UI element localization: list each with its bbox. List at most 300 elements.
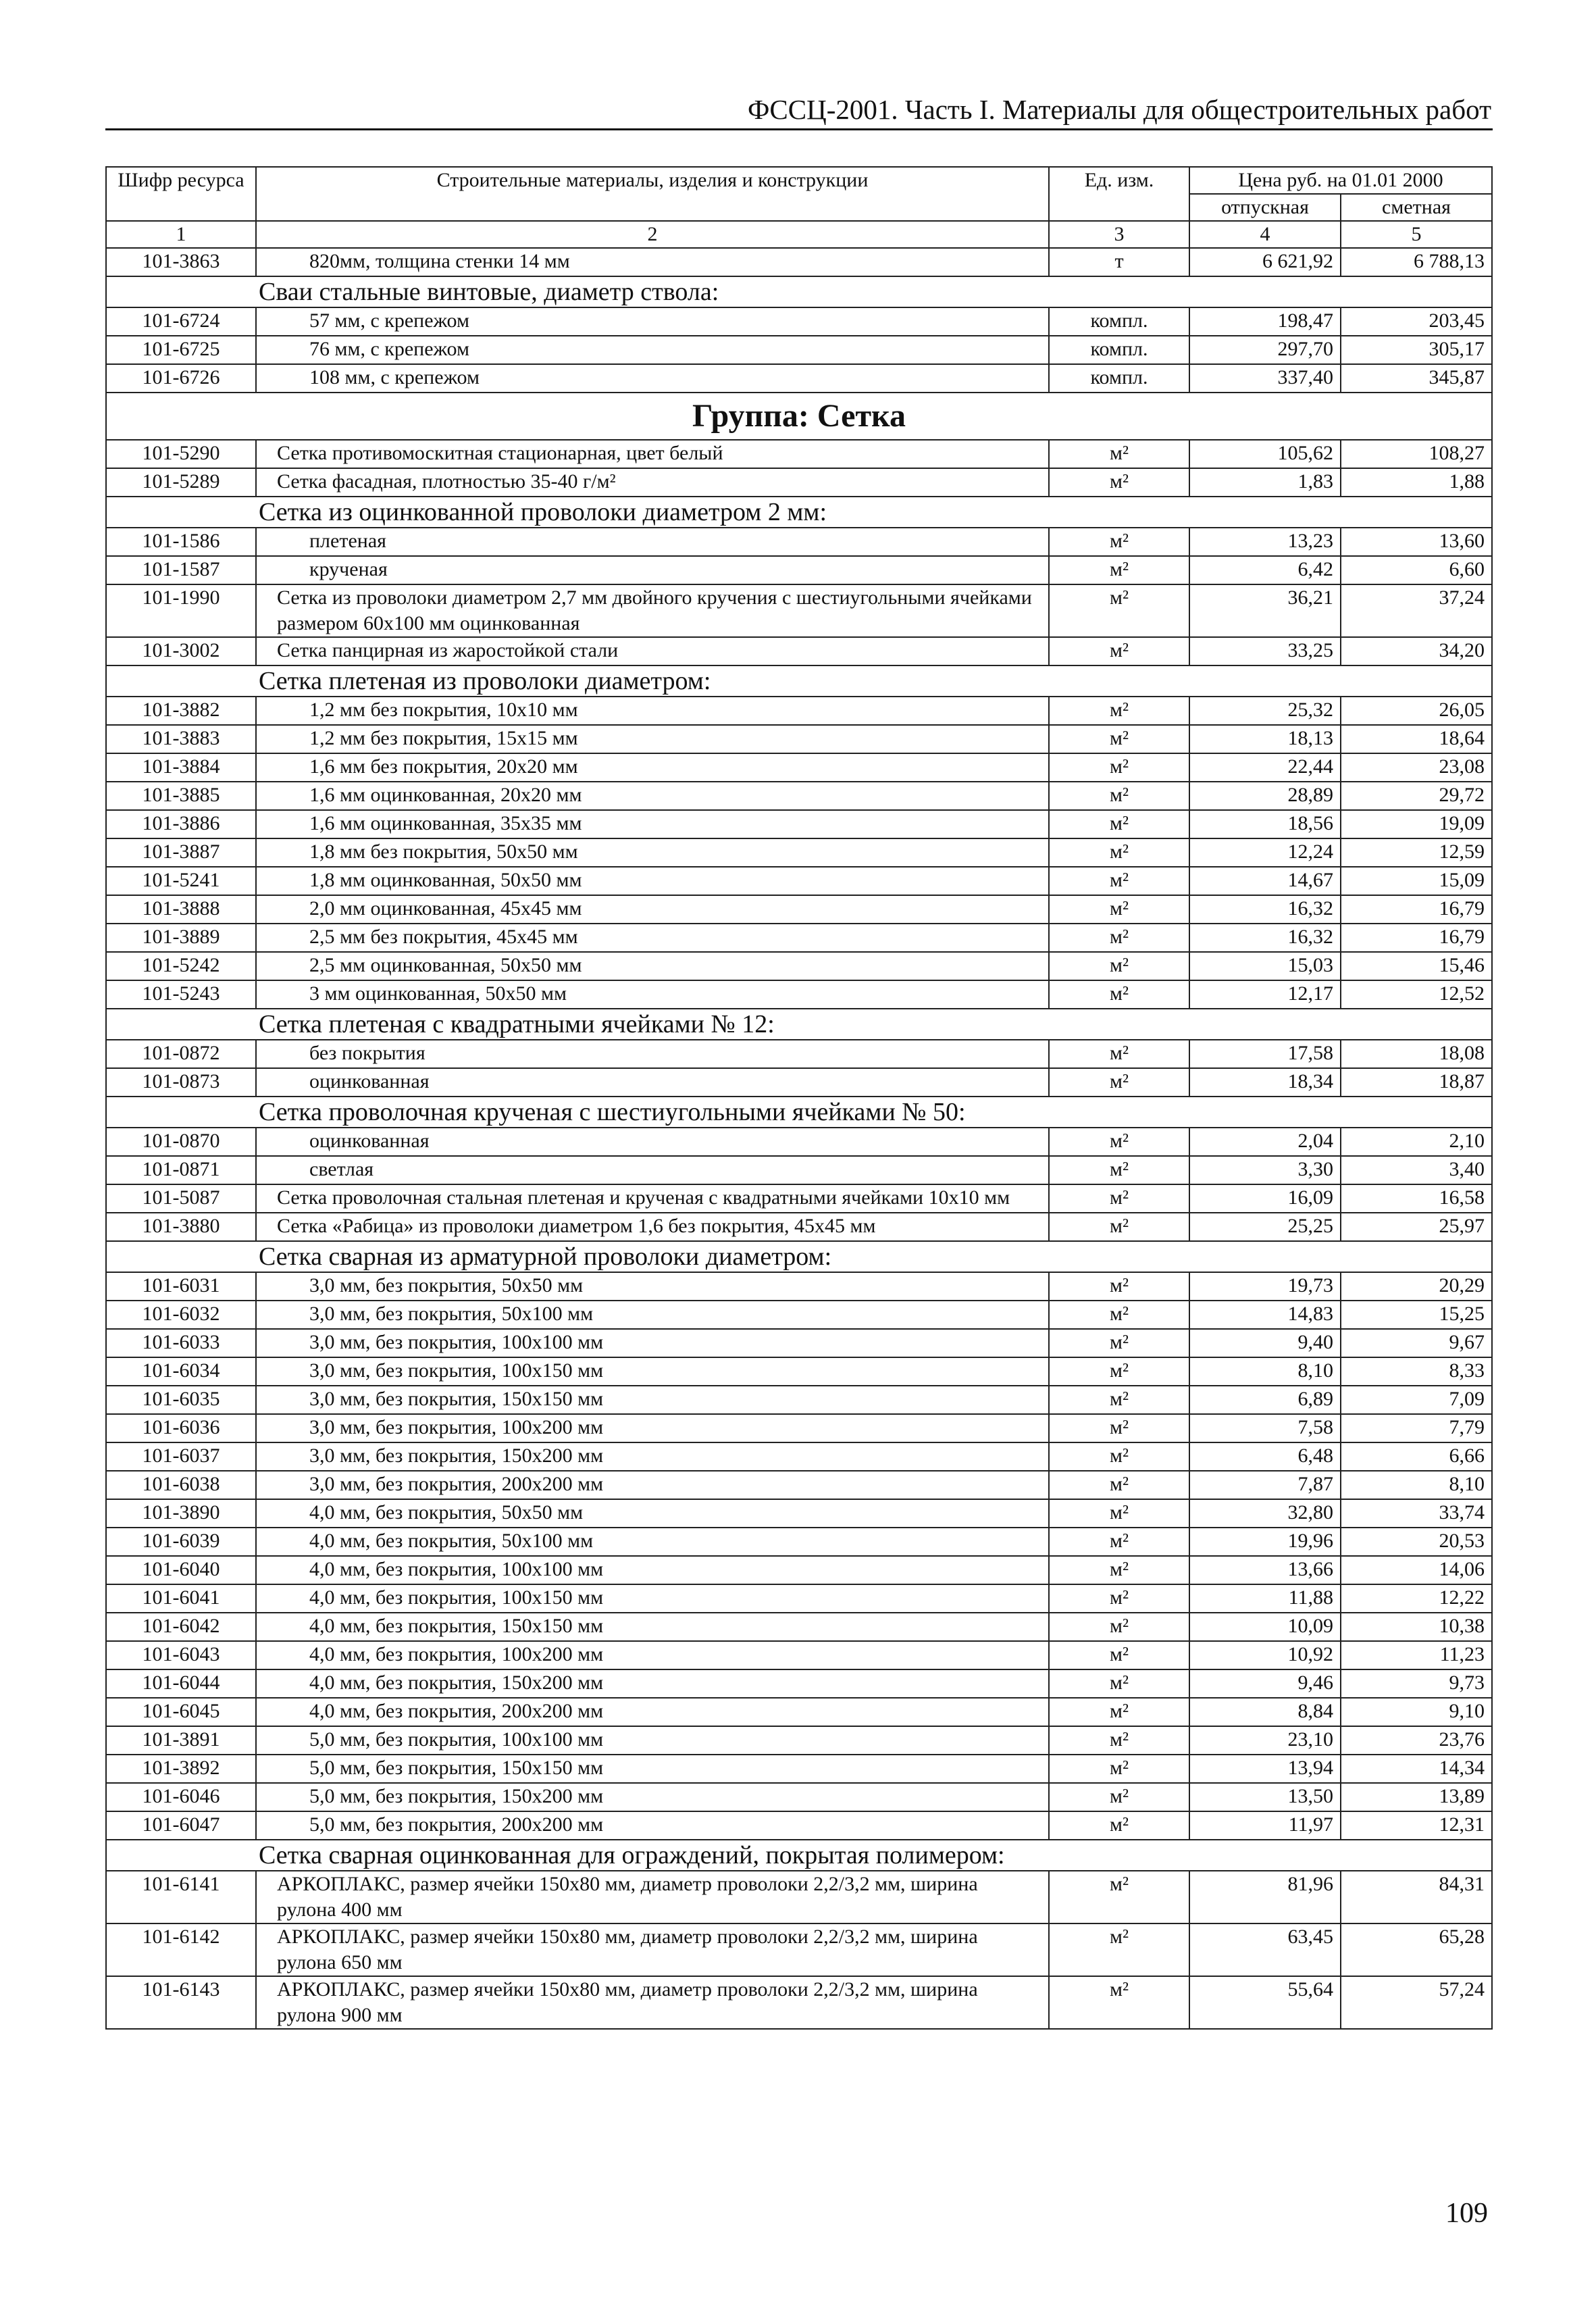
release-price-cell: 81,96: [1189, 1871, 1341, 1923]
table-row: [106, 1301, 1492, 1329]
estimate-price-cell: 345,87: [1341, 364, 1492, 393]
material-name-cell: 2,0 мм оцинкованная, 45х45 мм: [256, 895, 1049, 924]
resource-code-cell: 101-1587: [106, 556, 256, 584]
subgroup-heading: Сетка плетеная с квадратными ячейками № 12:: [106, 1009, 1492, 1040]
unit-cell: м²: [1049, 753, 1189, 782]
resource-code-cell: 101-6142: [106, 1923, 256, 1976]
unit-cell: м²: [1049, 1871, 1189, 1923]
release-price-cell: 16,09: [1189, 1184, 1341, 1213]
page-header-title: ФССЦ-2001. Часть I. Материалы для общестроительных работ: [748, 94, 1491, 125]
material-name-cell: 4,0 мм, без покрытия, 100х150 мм: [256, 1584, 1049, 1613]
material-name-cell: 1,2 мм без покрытия, 10х10 мм: [256, 697, 1049, 725]
material-name-cell: Сетка из проволоки диаметром 2,7 мм двойного кручения с шестиугольными ячейками размером 60х100 мм оцинкованная: [256, 584, 1049, 637]
table-row: [106, 1641, 1492, 1669]
unit-cell: м²: [1049, 810, 1189, 838]
table-row: [106, 867, 1492, 895]
estimate-price-cell: 26,05: [1341, 697, 1492, 725]
resource-code-cell: 101-6040: [106, 1556, 256, 1584]
release-price-cell: 3,30: [1189, 1156, 1341, 1184]
material-name-cell: плетеная: [256, 528, 1049, 556]
unit-cell: м²: [1049, 1556, 1189, 1584]
resource-code-cell: 101-6045: [106, 1698, 256, 1726]
table-row: [106, 924, 1492, 952]
table-header-row: [106, 167, 1492, 194]
unit-cell: м²: [1049, 1040, 1189, 1068]
resource-code-cell: 101-6726: [106, 364, 256, 393]
material-name-cell: АРКОПЛАКС, размер ячейки 150х80 мм, диаметр проволоки 2,2/3,2 мм, ширина рулона 650 мм: [256, 1923, 1049, 1976]
resource-code-cell: 101-0870: [106, 1128, 256, 1156]
estimate-price-cell: 57,24: [1341, 1976, 1492, 2029]
material-name-cell: 57 мм, с крепежом: [256, 307, 1049, 336]
material-name-cell: 4,0 мм, без покрытия, 150х200 мм: [256, 1669, 1049, 1698]
unit-cell: м²: [1049, 924, 1189, 952]
release-price-cell: 11,88: [1189, 1584, 1341, 1613]
table-row: [106, 1414, 1492, 1442]
table-row: [106, 697, 1492, 725]
unit-cell: м²: [1049, 1184, 1189, 1213]
material-name-cell: 1,8 мм без покрытия, 50х50 мм: [256, 838, 1049, 867]
estimate-price-cell: 18,87: [1341, 1068, 1492, 1097]
material-name-cell: 3,0 мм, без покрытия, 100х100 мм: [256, 1329, 1049, 1357]
estimate-price-cell: 37,24: [1341, 584, 1492, 637]
resource-code-cell: 101-5242: [106, 952, 256, 980]
table-row: [106, 1471, 1492, 1499]
unit-cell: м²: [1049, 440, 1189, 468]
release-price-cell: 17,58: [1189, 1040, 1341, 1068]
resource-code-cell: 101-6143: [106, 1976, 256, 2029]
release-price-cell: 7,87: [1189, 1471, 1341, 1499]
estimate-price-cell: 305,17: [1341, 336, 1492, 364]
material-name-cell: Сетка проволочная стальная плетеная и крученая с квадратными ячейками 10х10 мм: [256, 1184, 1049, 1213]
table-row: [106, 248, 1492, 276]
unit-cell: м²: [1049, 1414, 1189, 1442]
material-name-cell: оцинкованная: [256, 1068, 1049, 1097]
table-row: [106, 1613, 1492, 1641]
subgroup-heading-row: [106, 497, 1492, 528]
release-price-cell: 14,67: [1189, 867, 1341, 895]
release-price-cell: 10,09: [1189, 1613, 1341, 1641]
material-name-cell: 1,6 мм оцинкованная, 35х35 мм: [256, 810, 1049, 838]
estimate-price-cell: 9,10: [1341, 1698, 1492, 1726]
resource-code-cell: 101-5290: [106, 440, 256, 468]
unit-cell: м²: [1049, 1528, 1189, 1556]
release-price-cell: 7,58: [1189, 1414, 1341, 1442]
unit-cell: м²: [1049, 1641, 1189, 1669]
material-name-cell: крученая: [256, 556, 1049, 584]
material-name-cell: 3,0 мм, без покрытия, 50х50 мм: [256, 1272, 1049, 1301]
table-row: [106, 1184, 1492, 1213]
estimate-price-cell: 8,10: [1341, 1471, 1492, 1499]
estimate-price-cell: 29,72: [1341, 782, 1492, 810]
resource-code-cell: 101-6724: [106, 307, 256, 336]
table-row: [106, 1386, 1492, 1414]
unit-cell: м²: [1049, 1128, 1189, 1156]
material-name-cell: оцинкованная: [256, 1128, 1049, 1156]
unit-cell: м²: [1049, 1301, 1189, 1329]
unit-cell: м²: [1049, 1386, 1189, 1414]
table-row: [106, 1698, 1492, 1726]
column-number-row: [106, 221, 1492, 248]
material-name-cell: 3,0 мм, без покрытия, 200х200 мм: [256, 1471, 1049, 1499]
resource-code-cell: 101-6032: [106, 1301, 256, 1329]
col-number: 4: [1189, 221, 1341, 248]
header-price: Цена руб. на 01.01 2000: [1189, 167, 1492, 194]
unit-cell: м²: [1049, 468, 1189, 497]
table-row: [106, 1556, 1492, 1584]
table-row: [106, 1976, 1492, 2029]
release-price-cell: 25,25: [1189, 1213, 1341, 1241]
col-number: 2: [256, 221, 1049, 248]
estimate-price-cell: 12,22: [1341, 1584, 1492, 1613]
resource-code-cell: 101-3002: [106, 637, 256, 665]
resource-code-cell: 101-6044: [106, 1669, 256, 1698]
estimate-price-cell: 20,53: [1341, 1528, 1492, 1556]
estimate-price-cell: 14,06: [1341, 1556, 1492, 1584]
estimate-price-cell: 7,79: [1341, 1414, 1492, 1442]
release-price-cell: 18,56: [1189, 810, 1341, 838]
resource-code-cell: 101-6046: [106, 1783, 256, 1811]
resource-code-cell: 101-6141: [106, 1871, 256, 1923]
col-number: 3: [1049, 221, 1189, 248]
material-name-cell: 4,0 мм, без покрытия, 100х200 мм: [256, 1641, 1049, 1669]
estimate-price-cell: 33,74: [1341, 1499, 1492, 1528]
subgroup-heading: Сетка из оцинкованной проволоки диаметром 2 мм:: [106, 497, 1492, 528]
material-name-cell: 2,5 мм без покрытия, 45х45 мм: [256, 924, 1049, 952]
table-row: [106, 1755, 1492, 1783]
resource-code-cell: 101-5241: [106, 867, 256, 895]
estimate-price-cell: 7,09: [1341, 1386, 1492, 1414]
table-row: [106, 1068, 1492, 1097]
resource-code-cell: 101-6043: [106, 1641, 256, 1669]
release-price-cell: 55,64: [1189, 1976, 1341, 2029]
material-name-cell: 3,0 мм, без покрытия, 150х150 мм: [256, 1386, 1049, 1414]
estimate-price-cell: 18,08: [1341, 1040, 1492, 1068]
unit-cell: м²: [1049, 1471, 1189, 1499]
release-price-cell: 19,73: [1189, 1272, 1341, 1301]
estimate-price-cell: 23,76: [1341, 1726, 1492, 1755]
material-name-cell: 3 мм оцинкованная, 50х50 мм: [256, 980, 1049, 1009]
table-row: [106, 584, 1492, 637]
estimate-price-cell: 8,33: [1341, 1357, 1492, 1386]
unit-cell: м²: [1049, 584, 1189, 637]
subgroup-heading-row: [106, 665, 1492, 697]
release-price-cell: 16,32: [1189, 924, 1341, 952]
unit-cell: м²: [1049, 1976, 1189, 2029]
table-row: [106, 782, 1492, 810]
table-row: [106, 364, 1492, 393]
estimate-price-cell: 9,73: [1341, 1669, 1492, 1698]
unit-cell: м²: [1049, 980, 1189, 1009]
release-price-cell: 8,84: [1189, 1698, 1341, 1726]
material-name-cell: 5,0 мм, без покрытия, 100х100 мм: [256, 1726, 1049, 1755]
resource-code-cell: 101-5243: [106, 980, 256, 1009]
unit-cell: м²: [1049, 1329, 1189, 1357]
estimate-price-cell: 108,27: [1341, 440, 1492, 468]
resource-code-cell: 101-6036: [106, 1414, 256, 1442]
resource-code-cell: 101-6035: [106, 1386, 256, 1414]
unit-cell: м²: [1049, 1442, 1189, 1471]
release-price-cell: 23,10: [1189, 1726, 1341, 1755]
material-name-cell: 4,0 мм, без покрытия, 200х200 мм: [256, 1698, 1049, 1726]
release-price-cell: 1,83: [1189, 468, 1341, 497]
material-name-cell: АРКОПЛАКС, размер ячейки 150х80 мм, диаметр проволоки 2,2/3,2 мм, ширина рулона 400 мм: [256, 1871, 1049, 1923]
material-name-cell: 3,0 мм, без покрытия, 150х200 мм: [256, 1442, 1049, 1471]
estimate-price-cell: 84,31: [1341, 1871, 1492, 1923]
material-name-cell: 4,0 мм, без покрытия, 100х100 мм: [256, 1556, 1049, 1584]
material-name-cell: 1,2 мм без покрытия, 15х15 мм: [256, 725, 1049, 753]
subgroup-heading: Сетка плетеная из проволоки диаметром:: [106, 665, 1492, 697]
resource-code-cell: 101-0873: [106, 1068, 256, 1097]
unit-cell: компл.: [1049, 336, 1189, 364]
estimate-price-cell: 20,29: [1341, 1272, 1492, 1301]
material-name-cell: Сетка противомоскитная стационарная, цвет белый: [256, 440, 1049, 468]
material-name-cell: Сетка фасадная, плотностью 35-40 г/м²: [256, 468, 1049, 497]
estimate-price-cell: 14,34: [1341, 1755, 1492, 1783]
release-price-cell: 12,17: [1189, 980, 1341, 1009]
unit-cell: м²: [1049, 725, 1189, 753]
estimate-price-cell: 11,23: [1341, 1641, 1492, 1669]
unit-cell: м²: [1049, 1068, 1189, 1097]
unit-cell: м²: [1049, 1698, 1189, 1726]
resource-code-cell: 101-6047: [106, 1811, 256, 1840]
subgroup-heading-row: [106, 1241, 1492, 1272]
header-unit: Ед. изм.: [1049, 167, 1189, 221]
release-price-cell: 13,50: [1189, 1783, 1341, 1811]
estimate-price-cell: 13,89: [1341, 1783, 1492, 1811]
unit-cell: м²: [1049, 838, 1189, 867]
table-row: [106, 1783, 1492, 1811]
release-price-cell: 9,46: [1189, 1669, 1341, 1698]
table-row: [106, 307, 1492, 336]
unit-cell: м²: [1049, 895, 1189, 924]
unit-cell: м²: [1049, 556, 1189, 584]
release-price-cell: 6,42: [1189, 556, 1341, 584]
estimate-price-cell: 16,58: [1341, 1184, 1492, 1213]
release-price-cell: 36,21: [1189, 584, 1341, 637]
material-name-cell: 108 мм, с крепежом: [256, 364, 1049, 393]
table-row: [106, 895, 1492, 924]
table-row: [106, 1528, 1492, 1556]
table-row: [106, 1213, 1492, 1241]
table-row: [106, 1871, 1492, 1923]
material-name-cell: светлая: [256, 1156, 1049, 1184]
header-price-release: отпускная: [1189, 194, 1341, 221]
resource-code-cell: 101-3884: [106, 753, 256, 782]
estimate-price-cell: 1,88: [1341, 468, 1492, 497]
unit-cell: м²: [1049, 1357, 1189, 1386]
material-name-cell: 1,8 мм оцинкованная, 50х50 мм: [256, 867, 1049, 895]
resource-code-cell: 101-6038: [106, 1471, 256, 1499]
resource-code-cell: 101-6039: [106, 1528, 256, 1556]
unit-cell: м²: [1049, 1923, 1189, 1976]
estimate-price-cell: 203,45: [1341, 307, 1492, 336]
table-row: [106, 1128, 1492, 1156]
material-name-cell: Сетка «Рабица» из проволоки диаметром 1,6 без покрытия, 45х45 мм: [256, 1213, 1049, 1241]
resource-code-cell: 101-1586: [106, 528, 256, 556]
unit-cell: м²: [1049, 528, 1189, 556]
unit-cell: м²: [1049, 1156, 1189, 1184]
material-name-cell: 3,0 мм, без покрытия, 50х100 мм: [256, 1301, 1049, 1329]
estimate-price-cell: 10,38: [1341, 1613, 1492, 1641]
header-name: Строительные материалы, изделия и конструкции: [256, 167, 1049, 221]
estimate-price-cell: 12,59: [1341, 838, 1492, 867]
estimate-price-cell: 18,64: [1341, 725, 1492, 753]
resource-code-cell: 101-6031: [106, 1272, 256, 1301]
unit-cell: т: [1049, 248, 1189, 276]
estimate-price-cell: 16,79: [1341, 895, 1492, 924]
release-price-cell: 8,10: [1189, 1357, 1341, 1386]
release-price-cell: 12,24: [1189, 838, 1341, 867]
resource-code-cell: 101-0872: [106, 1040, 256, 1068]
material-name-cell: 5,0 мм, без покрытия, 200х200 мм: [256, 1811, 1049, 1840]
material-name-cell: Сетка панцирная из жаростойкой стали: [256, 637, 1049, 665]
release-price-cell: 13,23: [1189, 528, 1341, 556]
estimate-price-cell: 12,31: [1341, 1811, 1492, 1840]
subgroup-heading: Сетка сварная из арматурной проволоки диаметром:: [106, 1241, 1492, 1272]
table-row: [106, 440, 1492, 468]
resource-code-cell: 101-3882: [106, 697, 256, 725]
table-row: [106, 556, 1492, 584]
release-price-cell: 14,83: [1189, 1301, 1341, 1329]
table-row: [106, 725, 1492, 753]
table-row: [106, 810, 1492, 838]
material-name-cell: 3,0 мм, без покрытия, 100х150 мм: [256, 1357, 1049, 1386]
estimate-price-cell: 13,60: [1341, 528, 1492, 556]
resource-code-cell: 101-3888: [106, 895, 256, 924]
table-row: [106, 1669, 1492, 1698]
table-row: [106, 952, 1492, 980]
estimate-price-cell: 25,97: [1341, 1213, 1492, 1241]
table-row: [106, 468, 1492, 497]
resource-code-cell: 101-3887: [106, 838, 256, 867]
release-price-cell: 25,32: [1189, 697, 1341, 725]
release-price-cell: 18,13: [1189, 725, 1341, 753]
material-name-cell: 5,0 мм, без покрытия, 150х150 мм: [256, 1755, 1049, 1783]
unit-cell: м²: [1049, 1669, 1189, 1698]
table-row: [106, 980, 1492, 1009]
table-row: [106, 1499, 1492, 1528]
resource-code-cell: 101-0871: [106, 1156, 256, 1184]
table-row: [106, 753, 1492, 782]
header-price-estimate: сметная: [1341, 194, 1492, 221]
resource-code-cell: 101-3886: [106, 810, 256, 838]
subgroup-heading-row: [106, 276, 1492, 307]
resource-code-cell: 101-3863: [106, 248, 256, 276]
release-price-cell: 63,45: [1189, 1923, 1341, 1976]
page-number: 109: [1445, 2198, 1488, 2229]
header-code: Шифр ресурса: [106, 167, 256, 221]
subgroup-heading: Сваи стальные винтовые, диаметр ствола:: [106, 276, 1492, 307]
subgroup-heading-row: [106, 1840, 1492, 1871]
estimate-price-cell: 9,67: [1341, 1329, 1492, 1357]
release-price-cell: 18,34: [1189, 1068, 1341, 1097]
unit-cell: м²: [1049, 1584, 1189, 1613]
resource-code-cell: 101-6725: [106, 336, 256, 364]
unit-cell: м²: [1049, 1811, 1189, 1840]
table-row: [106, 1584, 1492, 1613]
table-row: [106, 1329, 1492, 1357]
unit-cell: м²: [1049, 782, 1189, 810]
release-price-cell: 9,40: [1189, 1329, 1341, 1357]
material-name-cell: 4,0 мм, без покрытия, 50х50 мм: [256, 1499, 1049, 1528]
estimate-price-cell: 15,25: [1341, 1301, 1492, 1329]
table-row: [106, 838, 1492, 867]
release-price-cell: 6 621,92: [1189, 248, 1341, 276]
resource-code-cell: 101-3889: [106, 924, 256, 952]
release-price-cell: 6,48: [1189, 1442, 1341, 1471]
resource-code-cell: 101-6037: [106, 1442, 256, 1471]
resource-code-cell: 101-3880: [106, 1213, 256, 1241]
material-name-cell: без покрытия: [256, 1040, 1049, 1068]
release-price-cell: 10,92: [1189, 1641, 1341, 1669]
release-price-cell: 2,04: [1189, 1128, 1341, 1156]
material-name-cell: 1,6 мм оцинкованная, 20х20 мм: [256, 782, 1049, 810]
estimate-price-cell: 34,20: [1341, 637, 1492, 665]
release-price-cell: 11,97: [1189, 1811, 1341, 1840]
table-row: [106, 1272, 1492, 1301]
resource-code-cell: 101-6041: [106, 1584, 256, 1613]
estimate-price-cell: 6 788,13: [1341, 248, 1492, 276]
materials-price-table: [105, 166, 1493, 2030]
resource-code-cell: 101-1990: [106, 584, 256, 637]
release-price-cell: 33,25: [1189, 637, 1341, 665]
table-row: [106, 1811, 1492, 1840]
subgroup-heading-row: [106, 1009, 1492, 1040]
unit-cell: компл.: [1049, 307, 1189, 336]
estimate-price-cell: 6,66: [1341, 1442, 1492, 1471]
material-name-cell: 76 мм, с крепежом: [256, 336, 1049, 364]
header-rule: [105, 128, 1493, 130]
table-row: [106, 1442, 1492, 1471]
resource-code-cell: 101-3891: [106, 1726, 256, 1755]
estimate-price-cell: 15,09: [1341, 867, 1492, 895]
unit-cell: м²: [1049, 1499, 1189, 1528]
table-row: [106, 1726, 1492, 1755]
release-price-cell: 198,47: [1189, 307, 1341, 336]
table-row: [106, 1040, 1492, 1068]
material-name-cell: 1,6 мм без покрытия, 20х20 мм: [256, 753, 1049, 782]
material-name-cell: 5,0 мм, без покрытия, 150х200 мм: [256, 1783, 1049, 1811]
resource-code-cell: 101-5289: [106, 468, 256, 497]
estimate-price-cell: 16,79: [1341, 924, 1492, 952]
unit-cell: м²: [1049, 1755, 1189, 1783]
unit-cell: м²: [1049, 1726, 1189, 1755]
unit-cell: компл.: [1049, 364, 1189, 393]
unit-cell: м²: [1049, 697, 1189, 725]
unit-cell: м²: [1049, 1213, 1189, 1241]
release-price-cell: 13,94: [1189, 1755, 1341, 1783]
resource-code-cell: 101-5087: [106, 1184, 256, 1213]
resource-code-cell: 101-3892: [106, 1755, 256, 1783]
subgroup-heading-row: [106, 1097, 1492, 1128]
material-name-cell: 820мм, толщина стенки 14 мм: [256, 248, 1049, 276]
resource-code-cell: 101-6033: [106, 1329, 256, 1357]
unit-cell: м²: [1049, 637, 1189, 665]
unit-cell: м²: [1049, 1783, 1189, 1811]
group-heading: Группа: Сетка: [106, 393, 1492, 440]
material-name-cell: 2,5 мм оцинкованная, 50х50 мм: [256, 952, 1049, 980]
estimate-price-cell: 6,60: [1341, 556, 1492, 584]
release-price-cell: 337,40: [1189, 364, 1341, 393]
subgroup-heading: Сетка сварная оцинкованная для ограждений, покрытая полимером:: [106, 1840, 1492, 1871]
estimate-price-cell: 23,08: [1341, 753, 1492, 782]
unit-cell: м²: [1049, 1272, 1189, 1301]
estimate-price-cell: 65,28: [1341, 1923, 1492, 1976]
resource-code-cell: 101-6034: [106, 1357, 256, 1386]
table-row: [106, 336, 1492, 364]
release-price-cell: 15,03: [1189, 952, 1341, 980]
estimate-price-cell: 2,10: [1341, 1128, 1492, 1156]
